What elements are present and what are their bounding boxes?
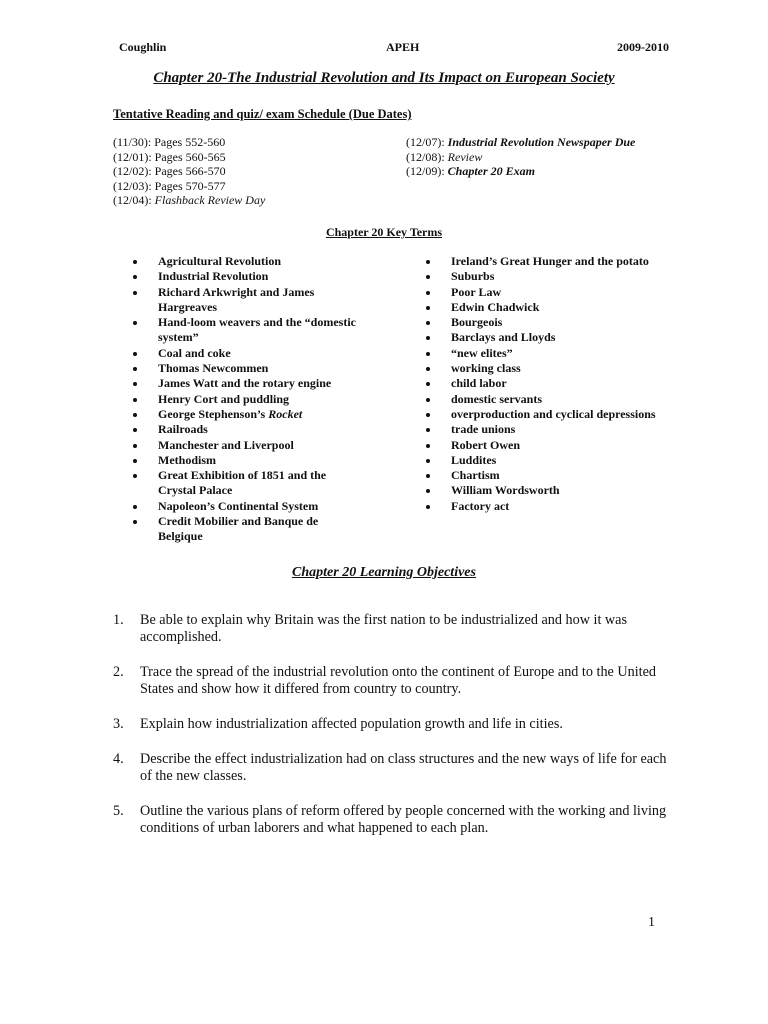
- header-course: APEH: [386, 40, 420, 54]
- key-terms-right-list: [426, 254, 656, 514]
- bullet-icon: [426, 428, 430, 432]
- key-term: Luddites: [426, 453, 656, 468]
- schedule-row: [406, 164, 635, 179]
- bullet-icon: [426, 291, 430, 295]
- schedule-date: (12/04):: [113, 193, 155, 207]
- key-term: Thomas Newcommen: [133, 361, 363, 376]
- bullet-icon: [426, 336, 430, 340]
- bullet-icon: [133, 459, 137, 463]
- objective-number: 1.: [113, 612, 124, 628]
- bullet-icon: [426, 474, 430, 478]
- header-year: 2009-2010: [617, 40, 669, 54]
- key-term: James Watt and the rotary engine: [133, 376, 363, 391]
- schedule-date: (12/01):: [113, 149, 155, 164]
- key-term: Factory act: [426, 499, 656, 514]
- schedule-row: [406, 135, 635, 150]
- key-term: Credit Mobilier and Banque de Belgique: [133, 514, 363, 545]
- key-term: Railroads: [133, 422, 363, 437]
- key-term: trade unions: [426, 422, 656, 437]
- key-term: Industrial Revolution: [133, 269, 363, 284]
- schedule-date: (12/08):: [406, 149, 448, 164]
- key-term: Bourgeois: [426, 315, 656, 330]
- schedule-date: (12/02):: [113, 164, 155, 178]
- schedule-left-column: [113, 135, 265, 208]
- schedule-row: [113, 164, 265, 179]
- bullet-icon: [133, 321, 137, 325]
- schedule-row: [406, 150, 635, 165]
- key-term: Poor Law: [426, 285, 656, 300]
- key-term: William Wordsworth: [426, 483, 656, 498]
- bullet-icon: [426, 321, 430, 325]
- chapter-title: Chapter 20-The Industrial Revolution and Its Impact on European Society: [153, 70, 615, 86]
- key-term: Henry Cort and puddling: [133, 392, 363, 407]
- schedule-item: Pages 566-570: [154, 164, 226, 178]
- bullet-icon: [426, 489, 430, 493]
- key-term: Chartism: [426, 468, 656, 483]
- schedule-item: Review: [447, 149, 483, 164]
- objective-item: [113, 803, 673, 837]
- objective-item: [113, 716, 673, 733]
- bullet-icon: [133, 428, 137, 432]
- key-term: “new elites”: [426, 346, 656, 361]
- objective-text: Be able to explain why Britain was the first nation to be industrialized and how it was accomplished.: [140, 612, 627, 645]
- key-term: child labor: [426, 376, 656, 391]
- objective-number: 5.: [113, 803, 124, 819]
- schedule-heading: Tentative Reading and quiz/ exam Schedule (Due Dates): [113, 107, 412, 121]
- bullet-icon: [426, 413, 430, 417]
- bullet-icon: [133, 520, 137, 524]
- key-term: George Stephenson’s Rocket: [133, 407, 363, 422]
- schedule-item: Chapter 20 Exam: [447, 164, 536, 178]
- schedule-date: (12/09):: [406, 164, 448, 178]
- schedule-row: [113, 193, 265, 208]
- bullet-icon: [426, 398, 430, 402]
- key-term: Richard Arkwright and James Hargreaves: [133, 285, 363, 316]
- schedule-date: (12/07):: [406, 135, 448, 149]
- bullet-icon: [426, 352, 430, 356]
- bullet-icon: [426, 382, 430, 386]
- key-term: Ireland’s Great Hunger and the potato: [426, 254, 656, 269]
- bullet-icon: [133, 367, 137, 371]
- key-terms-left-list: [133, 254, 363, 545]
- objective-item: [113, 612, 673, 646]
- schedule-row: [113, 150, 265, 165]
- key-term: Napoleon’s Continental System: [133, 499, 363, 514]
- key-term: Robert Owen: [426, 438, 656, 453]
- learning-objectives-list: [113, 612, 673, 855]
- bullet-icon: [133, 382, 137, 386]
- key-term: Suburbs: [426, 269, 656, 284]
- key-term: Coal and coke: [133, 346, 363, 361]
- key-term: Hand-loom weavers and the “domestic system”: [133, 315, 363, 346]
- schedule-row: [113, 135, 265, 150]
- bullet-icon: [426, 459, 430, 463]
- key-term: domestic servants: [426, 392, 656, 407]
- bullet-icon: [133, 474, 137, 478]
- objective-text: Describe the effect industrialization had on class structures and the new ways of life for each of the new classes.: [140, 751, 667, 784]
- schedule-date: (12/03):: [113, 178, 155, 193]
- bullet-icon: [133, 260, 137, 264]
- bullet-icon: [426, 260, 430, 264]
- objective-item: [113, 664, 673, 698]
- schedule-date: (11/30):: [113, 135, 155, 149]
- schedule-item: Flashback Review Day: [154, 193, 266, 207]
- objective-number: 2.: [113, 664, 124, 680]
- key-term: Methodism: [133, 453, 363, 468]
- objective-text: Outline the various plans of reform offered by people concerned with the working and living conditions of urban laborers and what happened to each plan.: [140, 803, 667, 836]
- key-term: Manchester and Liverpool: [133, 438, 363, 453]
- bullet-icon: [133, 291, 137, 295]
- objective-number: 4.: [113, 751, 124, 767]
- bullet-icon: [133, 413, 137, 417]
- page-number: 1: [648, 915, 655, 930]
- key-term: Great Exhibition of 1851 and the Crystal Palace: [133, 468, 363, 499]
- bullet-icon: [133, 352, 137, 356]
- schedule-item: Industrial Revolution Newspaper Due: [447, 135, 636, 149]
- learning-objectives-heading: Chapter 20 Learning Objectives: [292, 565, 476, 580]
- schedule-right-column: [406, 135, 635, 179]
- bullet-icon: [133, 398, 137, 402]
- key-term: overproduction and cyclical depressions: [426, 407, 656, 422]
- bullet-icon: [426, 306, 430, 310]
- key-term: working class: [426, 361, 656, 376]
- header-author: Coughlin: [119, 40, 167, 54]
- schedule-item: Pages 552-560: [154, 135, 226, 149]
- bullet-icon: [133, 444, 137, 448]
- objective-number: 3.: [113, 716, 124, 732]
- bullet-icon: [426, 444, 430, 448]
- key-term: Agricultural Revolution: [133, 254, 363, 269]
- key-term: Barclays and Lloyds: [426, 330, 656, 345]
- schedule-row: [113, 179, 265, 194]
- bullet-icon: [426, 505, 430, 509]
- schedule-item: Pages 560-565: [154, 149, 226, 164]
- objective-text: Trace the spread of the industrial revolution onto the continent of Europe and to the United States and show how it differed from country to country.: [140, 664, 657, 697]
- objective-item: [113, 751, 673, 785]
- bullet-icon: [133, 275, 137, 279]
- schedule-item: Pages 570-577: [154, 178, 226, 193]
- key-terms-heading: Chapter 20 Key Terms: [325, 225, 443, 239]
- bullet-icon: [133, 505, 137, 509]
- objective-text: Explain how industrialization affected population growth and life in cities.: [140, 716, 563, 732]
- bullet-icon: [426, 367, 430, 371]
- key-term: Edwin Chadwick: [426, 300, 656, 315]
- bullet-icon: [426, 275, 430, 279]
